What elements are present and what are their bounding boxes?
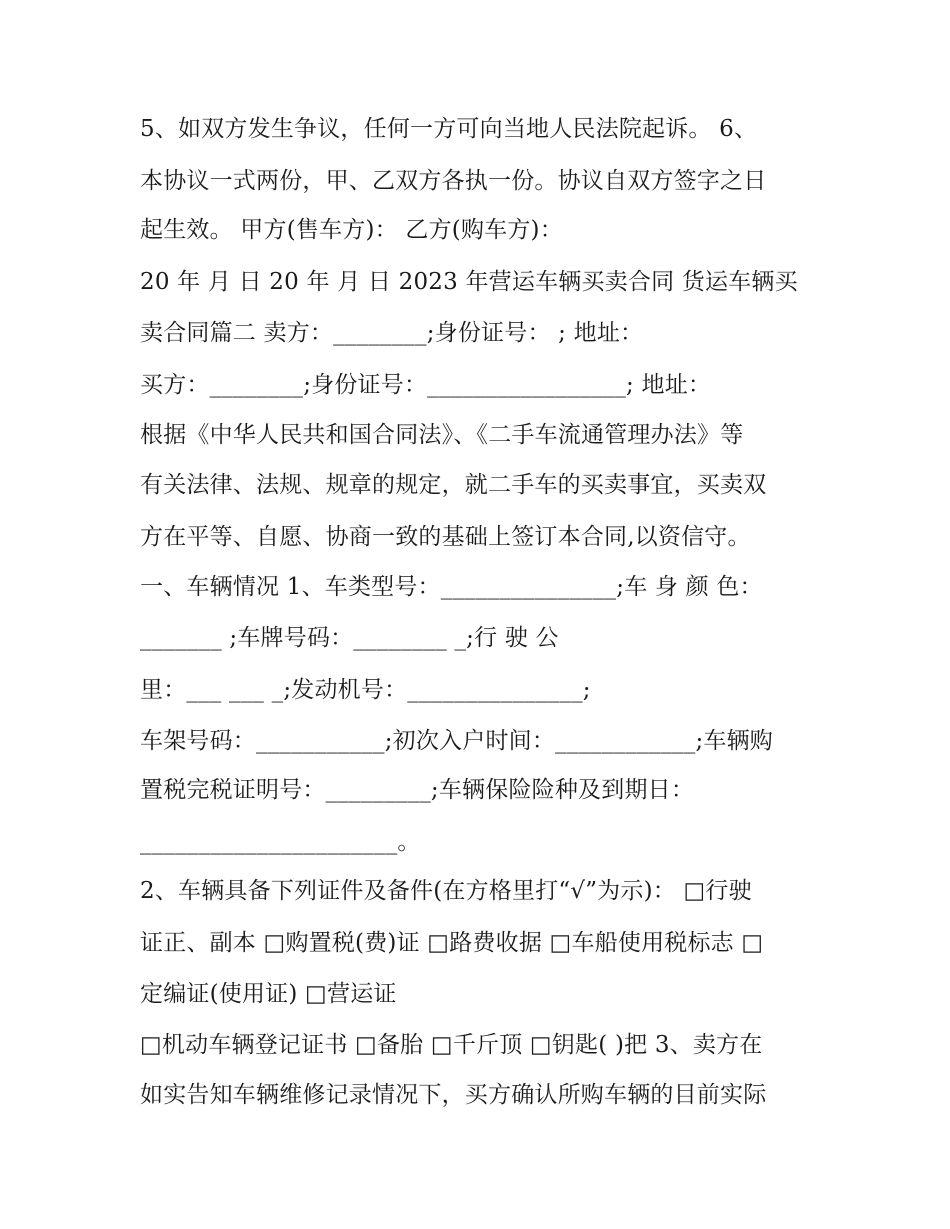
text-line-19: □机动车辆登记证书 □备胎 □千斤顶 □钥匙( )把 3、卖方在 [140, 1032, 763, 1058]
text-line-8: 有关法律、法规、规章的规定，就二手车的买卖事宜，买卖双 [140, 472, 767, 498]
text-line-18: 定编证(使用证) □营运证 [140, 981, 397, 1007]
text-line-13: 车架号码：___________;初次入户时间：____________;车辆购 [140, 728, 773, 754]
text-line-17: 证正、副本 □购置税(费)证 □路费收据 □车船使用税标志 □ [140, 930, 764, 956]
text-line-9: 方在平等、自愿、协商一致的基础上签订本合同,以资信守。 [140, 524, 751, 550]
text-line-5: 卖合同篇二 卖方：________;身份证号： ; 地址： [140, 320, 644, 346]
text-line-6: 买方：________;身份证号：_________________; 地址： [140, 372, 712, 398]
text-line-2: 本协议一式两份，甲、乙双方各执一份。协议自双方签字之日 [140, 168, 767, 194]
text-line-10: 一、车辆情况 1、车类型号：_______________;车 身 颜 色： [140, 574, 763, 600]
text-line-11: _______ ;车牌号码：________ _;行 驶 公 [140, 625, 559, 651]
text-line-7: 根据《中华人民共和国合同法》、《二手车流通管理办法》等 [140, 422, 744, 448]
text-line-3: 起生效。 甲方(售车方)： 乙方(购车方)： [140, 217, 563, 243]
text-line-20: 如实告知车辆维修记录情况下，买方确认所购车辆的目前实际 [140, 1082, 767, 1108]
text-line-14: 置税完税证明号：_________;车辆保险险种及到期日： [140, 777, 695, 803]
text-line-1: 5、如双方发生争议，任何一方可向当地人民法院起诉。 6、 [140, 116, 758, 142]
text-line-12: 里：___ ___ _;发动机号：_______________; [140, 677, 591, 703]
text-line-4: 20 年 月 日 20 年 月 日 2023 年营运车辆买卖合同 货运车辆买 [140, 269, 798, 295]
text-line-16: 2、车辆具备下列证件及备件(在方格里打“√”为示)： □行驶 [140, 878, 752, 904]
text-line-15: ______________________。 [140, 829, 421, 855]
